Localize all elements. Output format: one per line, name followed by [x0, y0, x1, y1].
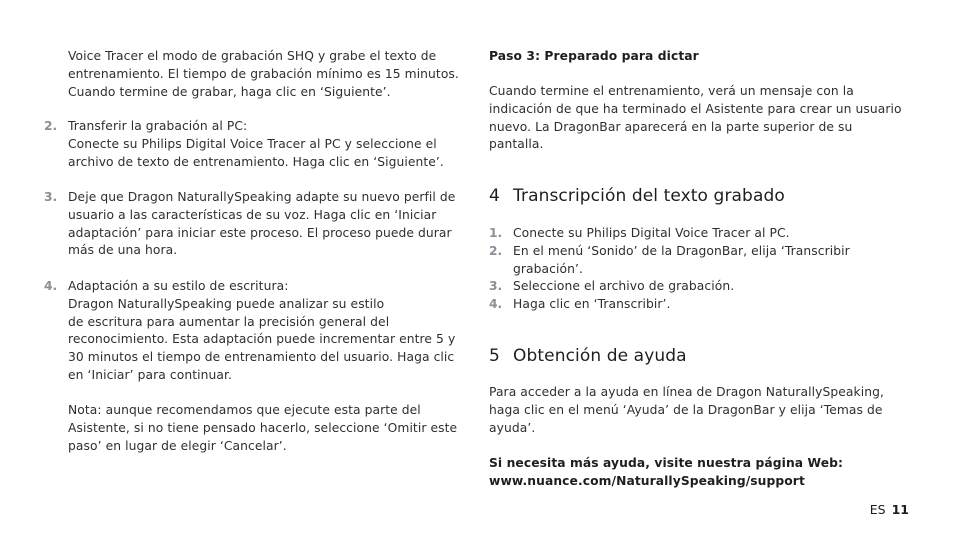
step-paragraph: Cuando termine el entrenamiento, verá un mensaje con la indicación de que ha terminado el Asistente para crear un usuario nuevo. La DragonBar aparecerá en la parte superior de su pantalla.	[489, 84, 902, 152]
list-number: 3.	[44, 190, 58, 204]
section-heading	[489, 185, 785, 207]
list-number: 2.	[489, 243, 503, 258]
note-paragraph: Nota: aunque recomendamos que ejecute esta parte del Asistente, si no tiene pensado hacerlo, seleccione ‘Omitir este paso’ en lugar de elegir ‘Cancelar’.	[68, 403, 458, 453]
list-text: Deje que Dragon NaturallySpeaking adapte su nuevo perfil de usuario a las características de su voz. Haga clic en ‘Iniciar adaptación’ para iniciar este proceso. El proceso puede durar más de una hora.	[68, 190, 456, 258]
section-number: 4	[489, 186, 500, 206]
list-number: 3.	[489, 279, 503, 294]
section-title: Transcripción del texto grabado	[513, 186, 785, 206]
list-number: 4.	[489, 297, 503, 312]
section-number: 5	[489, 346, 500, 366]
help-paragraph: Para acceder a la ayuda en línea de Dragon NaturallySpeaking, haga clic en el menú ‘Ayuda’ de la DragonBar y elija ‘Temas de ayuda’.	[489, 385, 884, 435]
list-text: En el menú ‘Sonido’ de la DragonBar, elija ‘Transcribir grabación’.	[513, 243, 850, 276]
list-number: 2.	[44, 119, 58, 133]
page-number: 11	[891, 502, 909, 517]
page-footer	[870, 502, 909, 518]
support-url: www.nuance.com/NaturallySpeaking/support	[489, 474, 805, 488]
list-number: 4.	[44, 279, 58, 293]
section-heading	[489, 345, 687, 367]
section-title: Obtención de ayuda	[513, 346, 687, 366]
web-help-line: Si necesita más ayuda, visite nuestra página Web:	[489, 456, 844, 470]
intro-paragraph: Voice Tracer el modo de grabación SHQ y grabe el texto de entrenamiento. El tiempo de grabación mínimo es 15 minutos. Cuando termine de grabar, haga clic en ‘Siguiente’.	[68, 49, 459, 99]
language-code: ES	[869, 502, 886, 517]
list-text: Haga clic en ‘Transcribir’.	[513, 297, 671, 312]
list-text: Seleccione el archivo de grabación.	[513, 279, 735, 294]
list-text: Conecte su Philips Digital Voice Tracer al PC.	[513, 226, 790, 240]
list-number: 1.	[489, 226, 503, 240]
list-text: Adaptación a su estilo de escritura: Dragon NaturallySpeaking puede analizar su estilo de escritura para aumentar la precisión general del reconocimiento. Esta adaptación puede incrementar entre 5 y 30 minutos el tiempo de entrenamiento del usuario. Haga clic en ‘Iniciar’ para continuar.	[68, 279, 456, 382]
step-title: Paso 3: Preparado para dictar	[489, 49, 699, 63]
list-text: Transferir la grabación al PC: Conecte su Philips Digital Voice Tracer al PC y seleccione el archivo de texto de entrenamiento. Haga clic en ‘Siguiente’.	[68, 119, 444, 169]
